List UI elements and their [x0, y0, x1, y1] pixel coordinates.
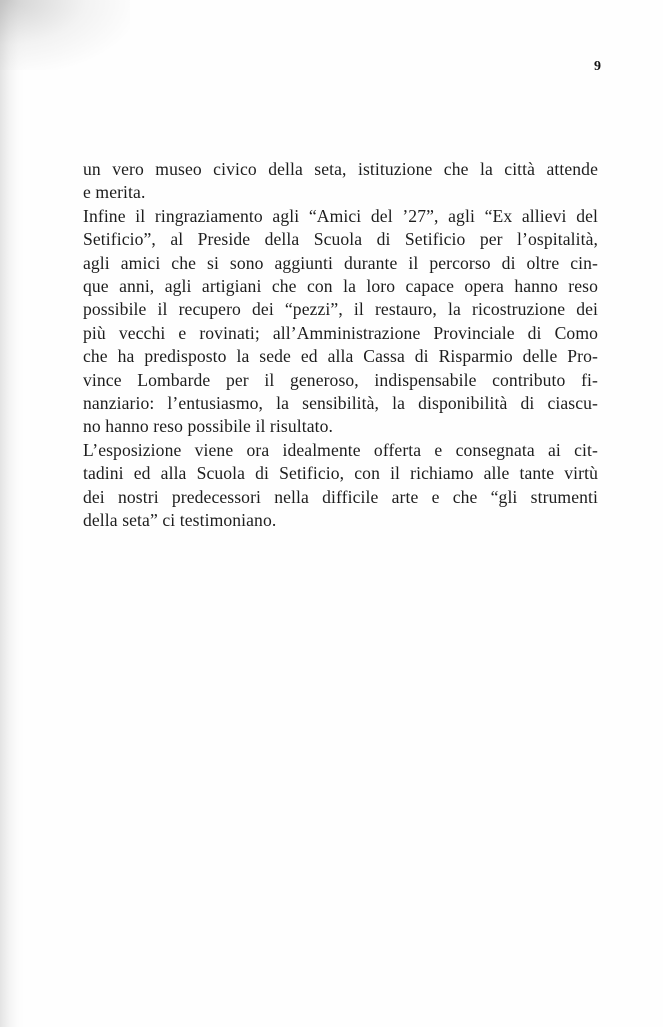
text-line: vince Lombarde per il generoso, indispensabile contributo fi-: [83, 369, 598, 390]
text-line: che ha predisposto la sede ed alla Cassa di Risparmio delle Pro-: [83, 346, 598, 367]
text-line: tadini ed alla Scuola di Setificio, con il richiamo alle tante virtù: [83, 463, 598, 484]
text-line: Infine il ringraziamento agli “Amici del ’27”, agli “Ex allievi del: [83, 205, 598, 226]
text-line: un vero museo civico della seta, istituzione che la città attende: [83, 159, 598, 179]
text-line: no hanno reso possibile il risultato.: [83, 416, 333, 437]
text-line: dei nostri predecessori nella difficile arte e che “gli strumenti: [83, 486, 598, 507]
text-line: e merita.: [83, 182, 146, 203]
text-line: L’esposizione viene ora idealmente offerta e consegnata ai cit-: [83, 439, 598, 460]
text-line: agli amici che si sono aggiunti durante il percorso di oltre cin-: [83, 252, 598, 273]
text-line: della seta” ci testimoniano.: [83, 510, 277, 531]
text-line: nanziario: l’entusiasmo, la sensibilità, la disponibilità di ciascu-: [83, 393, 598, 414]
page-number: 9: [594, 59, 601, 74]
text-line: possibile il recupero dei “pezzi”, il restauro, la ricostruzione dei: [83, 299, 598, 320]
text-line: que anni, agli artigiani che con la loro capace opera hanno reso: [83, 276, 598, 297]
scan-gutter-shadow: [0, 0, 26, 1027]
scan-corner-shadow: [0, 0, 130, 70]
text-line: più vecchi e rovinati; all’Amministrazione Provinciale di Como: [83, 322, 598, 343]
text-line: Setificio”, al Preside della Scuola di Setificio per l’ospitalità,: [83, 229, 598, 250]
body-text-block: [83, 158, 598, 533]
